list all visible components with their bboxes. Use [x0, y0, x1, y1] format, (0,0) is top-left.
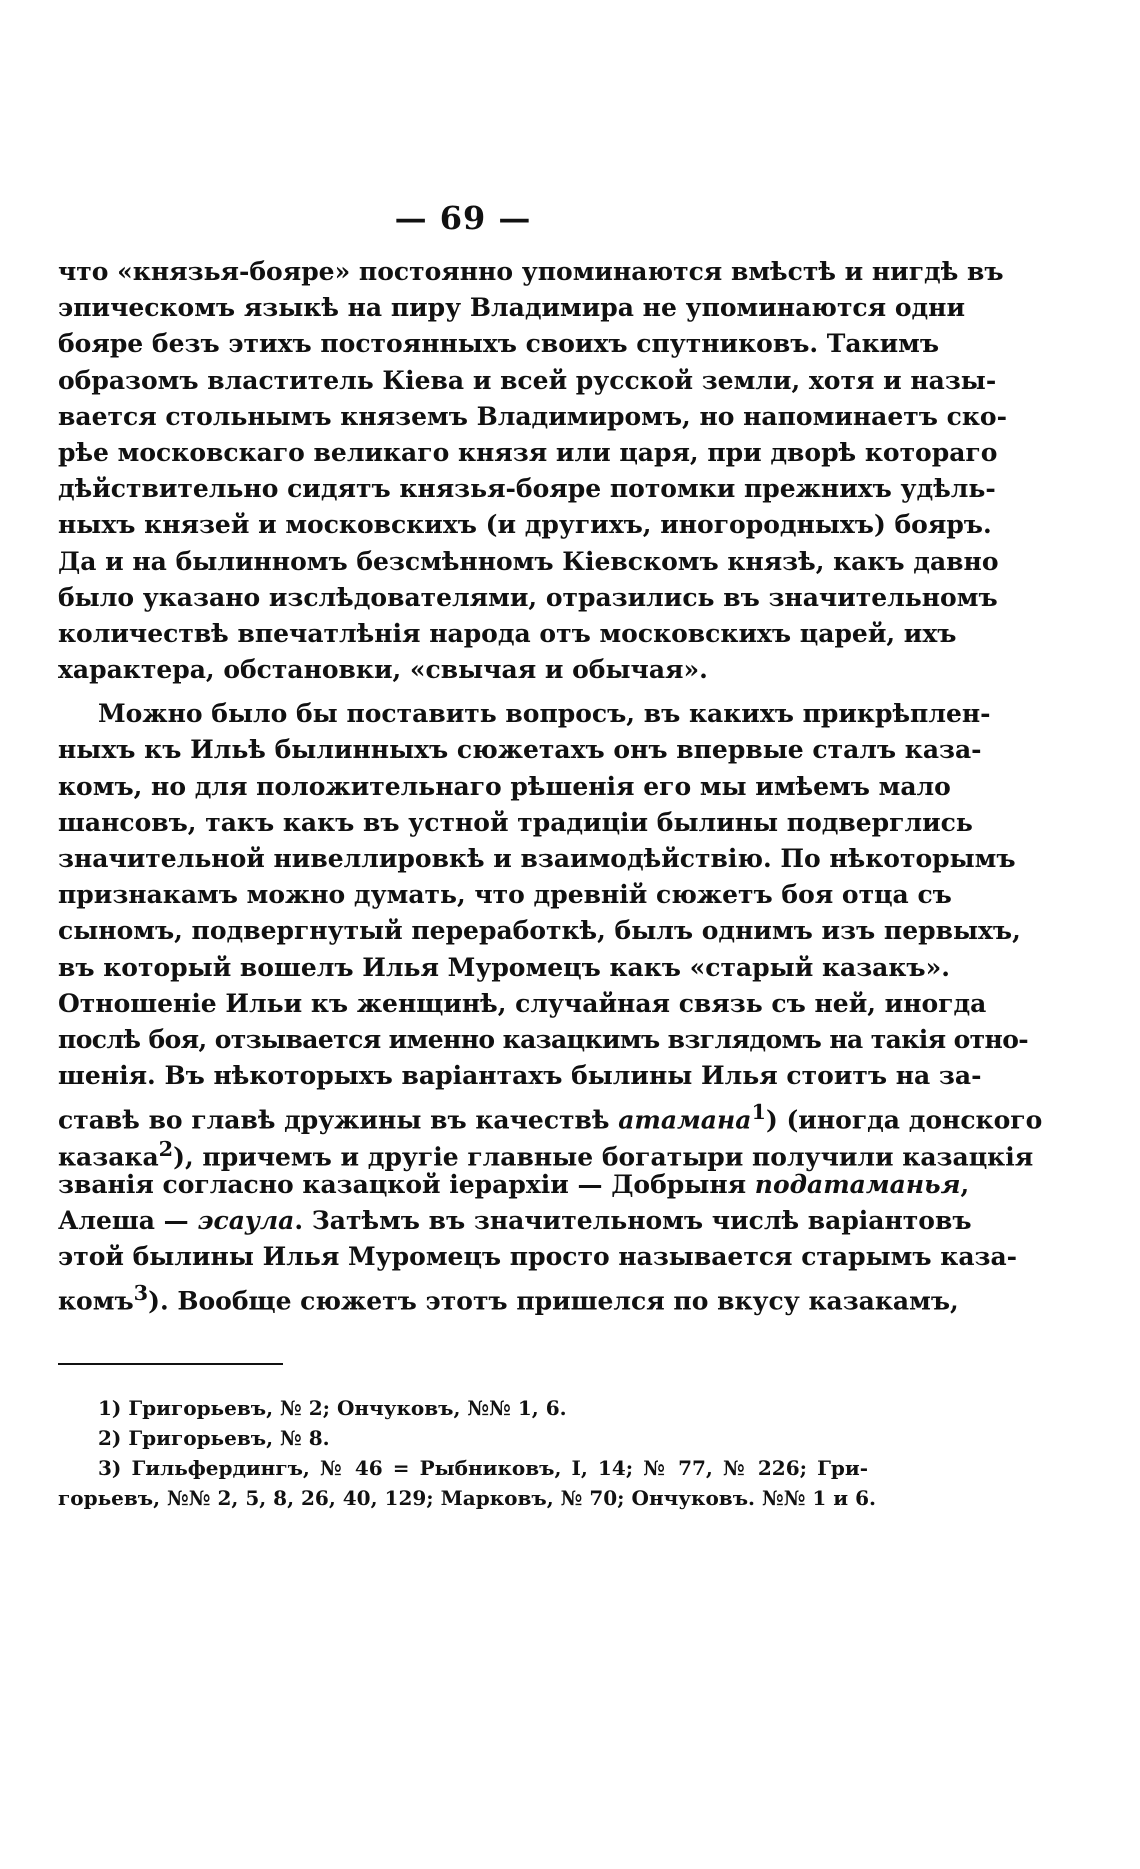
text-fragment: . Затѣмъ въ значительномъ числѣ варіантовъ — [294, 1205, 972, 1235]
text-fragment: ), причемъ и другіе главные богатыри получили казацкія — [173, 1141, 1034, 1171]
text-fragment: казака — [58, 1141, 159, 1171]
footnote-marker: 1 — [751, 1099, 766, 1125]
paragraph-1 — [58, 254, 1007, 688]
text-line: было указано изслѣдователями, отразились въ значительномъ — [58, 582, 998, 612]
paragraph-2 — [58, 696, 1043, 1316]
book-page — [58, 199, 1043, 1513]
text-line: послѣ боя, отзывается именно казацкимъ взглядомъ на такія отно- — [58, 1024, 1029, 1054]
text-line: ныхъ князей и московскихъ (и другихъ, иногородныхъ) бояръ. — [58, 510, 992, 540]
text-line: рѣе московскаго великаго князя или царя, при дворѣ котораго — [58, 437, 998, 467]
text-line: шансовъ, такъ какъ въ устной традиціи былины подверглись — [58, 807, 973, 837]
text-line — [58, 1203, 972, 1239]
text-line: образомъ властитель Кіева и всей русской земли, хотя и назы- — [58, 365, 997, 395]
text-line: комъ, но для положительнаго рѣшенія его мы имѣемъ мало — [58, 771, 951, 801]
text-fragment: ) (иногда донского — [765, 1105, 1043, 1135]
text-line: эпическомъ языкѣ на пиру Владимира не упоминаются одни — [58, 293, 966, 323]
text-fragment: , — [960, 1169, 970, 1199]
text-line — [58, 1275, 959, 1316]
text-line: вается стольнымъ княземъ Владимиромъ, но напоминаетъ ско- — [58, 401, 1007, 431]
italic-term: податаманья — [754, 1169, 961, 1199]
text-line: Можно было бы поставить вопросъ, въ какихъ прикрѣплен- — [98, 699, 991, 729]
text-line — [58, 1131, 1034, 1171]
text-line: дѣйствительно сидятъ князья-бояре потомки прежнихъ удѣль- — [58, 474, 996, 504]
footnote-divider — [58, 1363, 283, 1365]
footnote-marker: 3 — [133, 1280, 149, 1306]
text-line: ныхъ къ Ильѣ былинныхъ сюжетахъ онъ впервые сталъ каза- — [58, 735, 982, 765]
text-line: что «князья-бояре» постоянно упоминаются вмѣстѣ и нигдѣ въ — [58, 257, 1004, 286]
text-fragment: Алеша — — [58, 1205, 198, 1235]
text-line: количествѣ впечатлѣнія народа отъ московскихъ царей, ихъ — [58, 618, 957, 648]
text-line: значительной нивеллировкѣ и взаимодѣйствію. По нѣкоторымъ — [58, 844, 1016, 873]
text-line: характера, обстановки, «свычая и обычая». — [58, 655, 708, 685]
text-line: Да и на былинномъ безсмѣнномъ Кіевскомъ князѣ, какъ давно — [58, 546, 999, 576]
text-line — [58, 1167, 970, 1203]
footnotes — [58, 1393, 876, 1513]
text-line: шенія. Въ нѣкоторыхъ варіантахъ былины Илья стоитъ на за- — [58, 1061, 982, 1091]
text-line — [58, 1094, 1043, 1135]
text-line: Отношеніе Ильи къ женщинѣ, случайная связь съ ней, иногда — [58, 988, 987, 1018]
italic-term: атамана — [618, 1105, 752, 1135]
text-fragment: званія согласно казацкой іерархіи — Добрыня — [58, 1169, 755, 1199]
italic-term: эсаула — [197, 1205, 295, 1235]
text-line: этой былины Илья Муромецъ просто называется старымъ каза- — [58, 1242, 1018, 1272]
footnote-3: 3) Гильфердингъ, № 46 = Рыбниковъ, I, 14; № 77, № 226; Гри- — [98, 1456, 868, 1481]
text-line: бояре безъ этихъ постоянныхъ своихъ спутниковъ. Такимъ — [58, 329, 940, 359]
footnote-1: 1) Григорьевъ, № 2; Ончуковъ, №№ 1, 6. — [98, 1396, 567, 1421]
text-line: въ который вошелъ Илья Муромецъ какъ «старый казакъ». — [58, 952, 950, 982]
text-fragment: ставѣ во главѣ дружины въ качествѣ — [58, 1105, 619, 1135]
page-number: — 69 — — [394, 199, 532, 237]
footnote-3-continued: горьевъ, №№ 2, 5, 8, 26, 40, 129; Марковъ, № 70; Ончуковъ. №№ 1 и 6. — [58, 1486, 876, 1511]
text-line: сыномъ, подвергнутый переработкѣ, былъ однимъ изъ первыхъ, — [58, 916, 1021, 946]
text-line: признакамъ можно думать, что древній сюжетъ боя отца съ — [58, 880, 952, 910]
footnote-marker: 2 — [158, 1135, 174, 1161]
text-fragment: комъ — [58, 1286, 134, 1316]
text-fragment: ). Вообще сюжетъ этотъ пришелся по вкусу казакамъ, — [148, 1286, 959, 1316]
footnote-2: 2) Григорьевъ, № 8. — [98, 1426, 330, 1451]
